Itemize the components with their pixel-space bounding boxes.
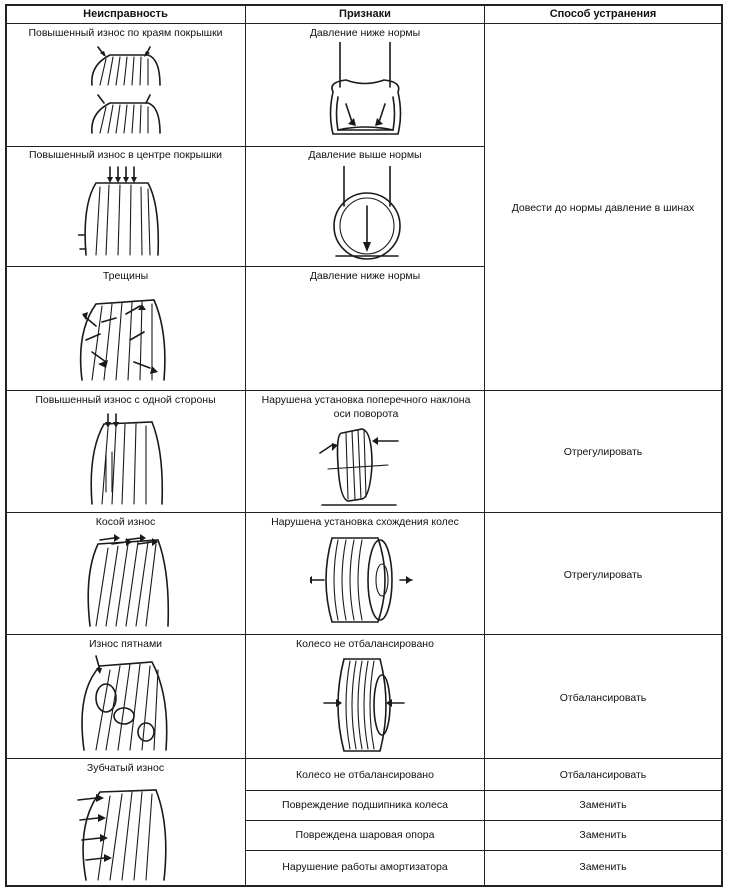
row-4-sign: Нарушена установка поперечного наклона оси поворота: [261, 394, 471, 420]
one-side-wear-tire-illustration: [82, 412, 172, 507]
header-signs: Признаки: [339, 8, 391, 20]
row-1-sign: Давление ниже нормы: [309, 27, 421, 39]
row-6-remedy: Отбалансировать: [559, 692, 647, 704]
row-7-fault: Зубчатый износ: [86, 762, 165, 774]
merged-remedy: Довести до нормы давление в шинах: [511, 202, 695, 214]
row-7-sub-2-sign: Повреждение подшипника колеса: [282, 799, 448, 811]
cracked-tire-illustration: [72, 292, 172, 382]
row-6-sign: Колесо не отбалансировано: [296, 638, 434, 650]
row-5-sign: Нарушена установка схождения колес: [271, 516, 459, 528]
row-7-sub-1-remedy: Отбалансировать: [559, 769, 647, 781]
toe-tire-illustration: [310, 530, 415, 630]
row-7-sub-4-remedy: Заменить: [579, 861, 627, 873]
high-pressure-tire-section: [322, 166, 412, 262]
row-4-remedy: Отрегулировать: [563, 446, 643, 458]
toothed-wear-tire-illustration: [72, 780, 172, 882]
low-pressure-tire-section-1: [318, 42, 413, 142]
row-5-fault: Косой износ: [95, 516, 156, 528]
header-remedy: Способ устранения: [549, 8, 657, 20]
row-1-fault: Повышенный износ по краям покрышки: [28, 27, 223, 39]
center-wear-tire-illustration: [78, 165, 168, 263]
row-7-sub-1-sign: Колесо не отбалансировано: [296, 769, 434, 781]
unbalanced-tire-illustration: [318, 655, 408, 755]
row-3-fault: Трещины: [102, 270, 149, 282]
oblique-wear-tire-illustration: [78, 532, 178, 628]
row-6-fault: Износ пятнами: [88, 638, 163, 650]
row-3-sign: Давление ниже нормы: [309, 270, 421, 282]
spot-wear-tire-illustration: [74, 652, 174, 752]
row-4-fault: Повышенный износ с одной стороны: [35, 394, 216, 406]
header-fault: Неисправность: [83, 8, 168, 20]
row-2-fault: Повышенный износ в центре покрышки: [28, 149, 222, 161]
row-7-sub-3-sign: Повреждена шаровая опора: [295, 829, 435, 841]
row-5-remedy: Отрегулировать: [563, 569, 643, 581]
edge-wear-tire-illustration: [80, 45, 170, 140]
row-2-sign: Давление выше нормы: [308, 149, 422, 161]
row-7-sub-2-remedy: Заменить: [579, 799, 627, 811]
row-7-sub-3-remedy: Заменить: [579, 829, 627, 841]
camber-tire-illustration: [318, 425, 400, 510]
row-7-sub-4-sign: Нарушение работы амортизатора: [282, 861, 448, 873]
